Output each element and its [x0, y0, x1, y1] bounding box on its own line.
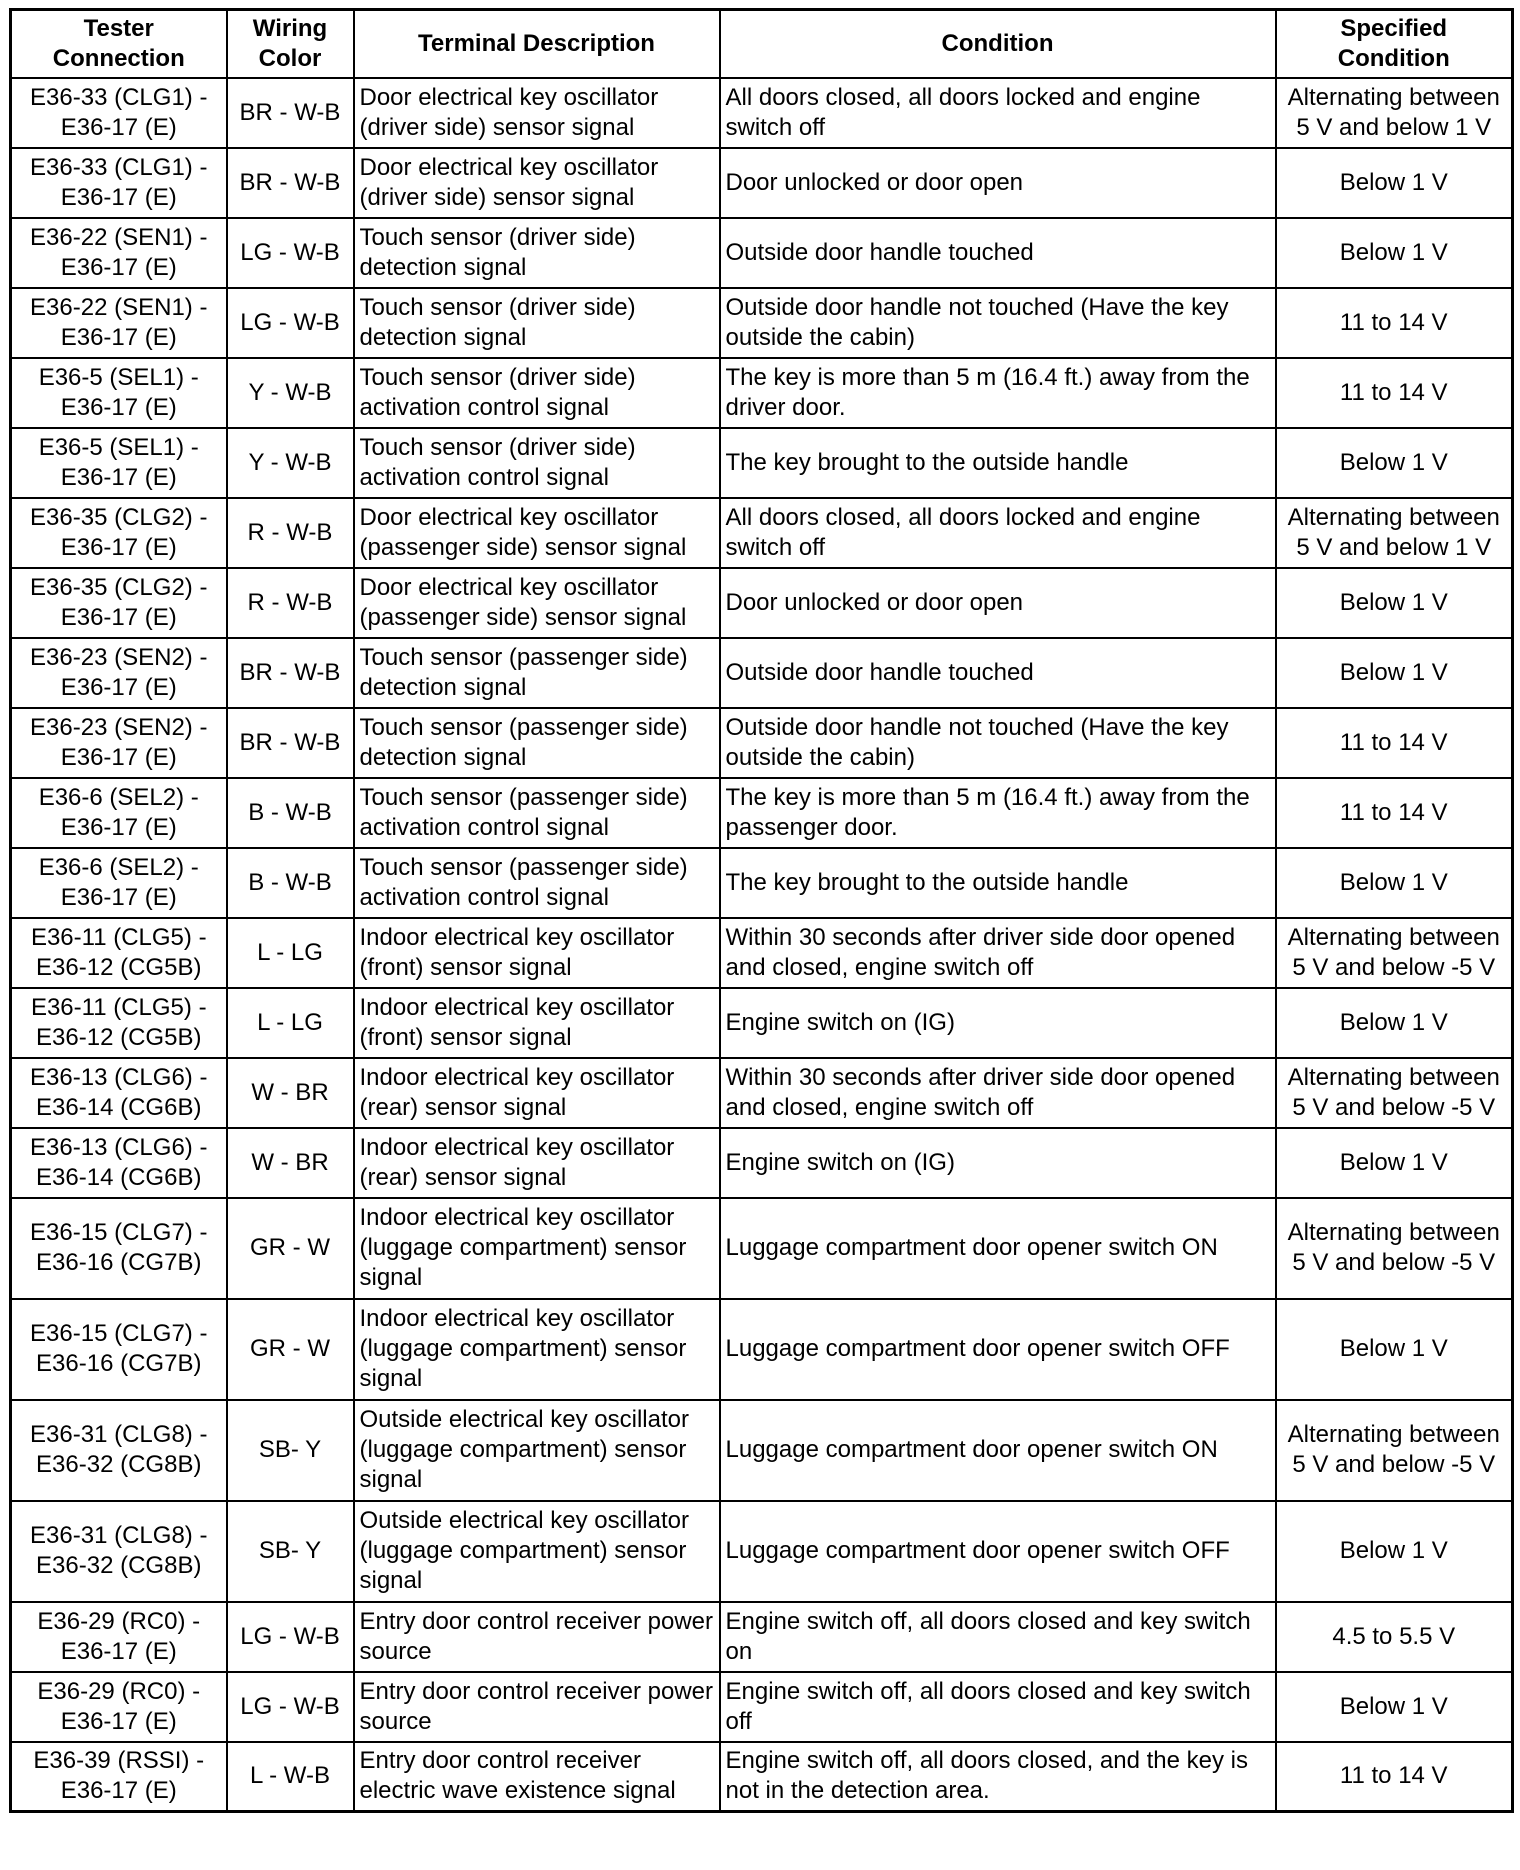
tester-connection-cell: E36-39 (RSSI) - E36-17 (E) — [11, 1742, 227, 1812]
terminal-description-cell: Door electrical key oscillator (driver side) sensor signal — [354, 148, 720, 218]
condition-cell: Outside door handle touched — [720, 638, 1276, 708]
specified-condition-cell: Below 1 V — [1276, 428, 1513, 498]
header-terminal-description: Terminal Description — [354, 10, 720, 78]
condition-cell: Within 30 seconds after driver side door opened and closed, engine switch off — [720, 1058, 1276, 1128]
terminal-description-cell: Entry door control receiver electric wave existence signal — [354, 1742, 720, 1812]
table-row — [11, 848, 1513, 918]
wiring-color-cell: BR - W-B — [227, 708, 354, 778]
condition-cell: Outside door handle not touched (Have the key outside the cabin) — [720, 708, 1276, 778]
wiring-color-cell: L - W-B — [227, 1742, 354, 1812]
specified-condition-cell: Below 1 V — [1276, 1299, 1513, 1400]
wiring-color-cell: W - BR — [227, 1128, 354, 1198]
condition-cell: Luggage compartment door opener switch OFF — [720, 1501, 1276, 1602]
condition-cell: Engine switch off, all doors closed and key switch on — [720, 1602, 1276, 1672]
tester-connection-cell: E36-31 (CLG8) - E36-32 (CG8B) — [11, 1501, 227, 1602]
table-row — [11, 78, 1513, 148]
condition-cell: Luggage compartment door opener switch OFF — [720, 1299, 1276, 1400]
specified-condition-cell: 11 to 14 V — [1276, 708, 1513, 778]
header-wiring-color: Wiring Color — [227, 10, 354, 78]
tester-connection-cell: E36-23 (SEN2) - E36-17 (E) — [11, 708, 227, 778]
wiring-color-cell: W - BR — [227, 1058, 354, 1128]
tester-connection-cell: E36-35 (CLG2) - E36-17 (E) — [11, 498, 227, 568]
wiring-color-cell: SB- Y — [227, 1400, 354, 1501]
specified-condition-cell: 11 to 14 V — [1276, 778, 1513, 848]
tester-connection-cell: E36-35 (CLG2) - E36-17 (E) — [11, 568, 227, 638]
terminal-description-cell: Touch sensor (driver side) activation control signal — [354, 428, 720, 498]
terminal-description-cell: Outside electrical key oscillator (luggage compartment) sensor signal — [354, 1400, 720, 1501]
wiring-color-cell: LG - W-B — [227, 218, 354, 288]
wiring-color-cell: BR - W-B — [227, 78, 354, 148]
terminal-description-cell: Indoor electrical key oscillator (rear) sensor signal — [354, 1128, 720, 1198]
condition-cell: The key brought to the outside handle — [720, 848, 1276, 918]
specified-condition-cell: Below 1 V — [1276, 988, 1513, 1058]
header-row — [11, 10, 1513, 78]
tester-connection-cell: E36-13 (CLG6) - E36-14 (CG6B) — [11, 1128, 227, 1198]
condition-cell: The key is more than 5 m (16.4 ft.) away from the passenger door. — [720, 778, 1276, 848]
condition-cell: Outside door handle not touched (Have the key outside the cabin) — [720, 288, 1276, 358]
tester-connection-cell: E36-13 (CLG6) - E36-14 (CG6B) — [11, 1058, 227, 1128]
specified-condition-cell: Below 1 V — [1276, 568, 1513, 638]
specified-condition-cell: 11 to 14 V — [1276, 358, 1513, 428]
terminal-description-cell: Touch sensor (driver side) detection signal — [354, 288, 720, 358]
wiring-color-cell: R - W-B — [227, 568, 354, 638]
specified-condition-cell: Alternating between 5 V and below 1 V — [1276, 498, 1513, 568]
condition-cell: The key brought to the outside handle — [720, 428, 1276, 498]
specified-condition-cell: Alternating between 5 V and below -5 V — [1276, 1400, 1513, 1501]
condition-cell: Outside door handle touched — [720, 218, 1276, 288]
tester-connection-cell: E36-5 (SEL1) - E36-17 (E) — [11, 358, 227, 428]
terminal-description-cell: Touch sensor (passenger side) activation control signal — [354, 778, 720, 848]
specified-condition-cell: 4.5 to 5.5 V — [1276, 1602, 1513, 1672]
terminal-description-cell: Indoor electrical key oscillator (front) sensor signal — [354, 918, 720, 988]
tester-connection-cell: E36-11 (CLG5) - E36-12 (CG5B) — [11, 918, 227, 988]
terminal-description-cell: Door electrical key oscillator (passenger side) sensor signal — [354, 568, 720, 638]
specified-condition-cell: Below 1 V — [1276, 1501, 1513, 1602]
terminal-description-cell: Entry door control receiver power source — [354, 1602, 720, 1672]
condition-cell: Luggage compartment door opener switch ON — [720, 1198, 1276, 1299]
tester-connection-cell: E36-6 (SEL2) - E36-17 (E) — [11, 778, 227, 848]
specified-condition-cell: Below 1 V — [1276, 848, 1513, 918]
specified-condition-cell: Below 1 V — [1276, 638, 1513, 708]
header-specified-condition: Specified Condition — [1276, 10, 1513, 78]
specified-condition-cell: Below 1 V — [1276, 1672, 1513, 1742]
condition-cell: Luggage compartment door opener switch ON — [720, 1400, 1276, 1501]
wiring-color-cell: BR - W-B — [227, 638, 354, 708]
table-row — [11, 1299, 1513, 1400]
tester-connection-cell: E36-29 (RC0) - E36-17 (E) — [11, 1602, 227, 1672]
table-row — [11, 1602, 1513, 1672]
wiring-color-cell: GR - W — [227, 1198, 354, 1299]
tester-connection-cell: E36-31 (CLG8) - E36-32 (CG8B) — [11, 1400, 227, 1501]
condition-cell: Door unlocked or door open — [720, 568, 1276, 638]
terminal-description-cell: Indoor electrical key oscillator (front) sensor signal — [354, 988, 720, 1058]
table-row — [11, 1672, 1513, 1742]
terminal-description-cell: Door electrical key oscillator (passenger side) sensor signal — [354, 498, 720, 568]
table-row — [11, 1501, 1513, 1602]
wiring-color-cell: L - LG — [227, 988, 354, 1058]
document-page — [9, 8, 1514, 1813]
specified-condition-cell: Alternating between 5 V and below -5 V — [1276, 1198, 1513, 1299]
tester-connection-cell: E36-5 (SEL1) - E36-17 (E) — [11, 428, 227, 498]
tester-connection-cell: E36-23 (SEN2) - E36-17 (E) — [11, 638, 227, 708]
terminal-spec-table — [9, 8, 1514, 1813]
terminal-description-cell: Indoor electrical key oscillator (luggage compartment) sensor signal — [354, 1198, 720, 1299]
table-row — [11, 1058, 1513, 1128]
table-row — [11, 148, 1513, 218]
specified-condition-cell: Alternating between 5 V and below -5 V — [1276, 918, 1513, 988]
condition-cell: Engine switch off, all doors closed, and the key is not in the detection area. — [720, 1742, 1276, 1812]
table-row — [11, 988, 1513, 1058]
wiring-color-cell: LG - W-B — [227, 1602, 354, 1672]
table-row — [11, 498, 1513, 568]
tester-connection-cell: E36-33 (CLG1) - E36-17 (E) — [11, 78, 227, 148]
table-row — [11, 1400, 1513, 1501]
table-row — [11, 428, 1513, 498]
header-condition: Condition — [720, 10, 1276, 78]
terminal-description-cell: Indoor electrical key oscillator (rear) sensor signal — [354, 1058, 720, 1128]
wiring-color-cell: L - LG — [227, 918, 354, 988]
table-row — [11, 568, 1513, 638]
wiring-color-cell: GR - W — [227, 1299, 354, 1400]
specified-condition-cell: Below 1 V — [1276, 218, 1513, 288]
terminal-description-cell: Outside electrical key oscillator (luggage compartment) sensor signal — [354, 1501, 720, 1602]
terminal-description-cell: Door electrical key oscillator (driver side) sensor signal — [354, 78, 720, 148]
terminal-description-cell: Touch sensor (passenger side) activation control signal — [354, 848, 720, 918]
specified-condition-cell: Below 1 V — [1276, 1128, 1513, 1198]
header-tester-connection: Tester Connection — [11, 10, 227, 78]
tester-connection-cell: E36-11 (CLG5) - E36-12 (CG5B) — [11, 988, 227, 1058]
specified-condition-cell: Alternating between 5 V and below -5 V — [1276, 1058, 1513, 1128]
specified-condition-cell: 11 to 14 V — [1276, 288, 1513, 358]
table-row — [11, 1742, 1513, 1812]
tester-connection-cell: E36-22 (SEN1) - E36-17 (E) — [11, 288, 227, 358]
wiring-color-cell: SB- Y — [227, 1501, 354, 1602]
terminal-description-cell: Touch sensor (passenger side) detection signal — [354, 708, 720, 778]
wiring-color-cell: R - W-B — [227, 498, 354, 568]
table-row — [11, 918, 1513, 988]
wiring-color-cell: LG - W-B — [227, 1672, 354, 1742]
tester-connection-cell: E36-15 (CLG7) - E36-16 (CG7B) — [11, 1299, 227, 1400]
condition-cell: All doors closed, all doors locked and engine switch off — [720, 498, 1276, 568]
tester-connection-cell: E36-33 (CLG1) - E36-17 (E) — [11, 148, 227, 218]
terminal-description-cell: Touch sensor (driver side) detection signal — [354, 218, 720, 288]
condition-cell: Door unlocked or door open — [720, 148, 1276, 218]
condition-cell: Within 30 seconds after driver side door opened and closed, engine switch off — [720, 918, 1276, 988]
condition-cell: Engine switch on (IG) — [720, 1128, 1276, 1198]
specified-condition-cell: Below 1 V — [1276, 148, 1513, 218]
table-row — [11, 288, 1513, 358]
condition-cell: Engine switch off, all doors closed and key switch off — [720, 1672, 1276, 1742]
table-row — [11, 358, 1513, 428]
terminal-description-cell: Entry door control receiver power source — [354, 1672, 720, 1742]
table-row — [11, 1198, 1513, 1299]
table-row — [11, 708, 1513, 778]
table-row — [11, 638, 1513, 708]
tester-connection-cell: E36-29 (RC0) - E36-17 (E) — [11, 1672, 227, 1742]
wiring-color-cell: BR - W-B — [227, 148, 354, 218]
terminal-description-cell: Indoor electrical key oscillator (luggage compartment) sensor signal — [354, 1299, 720, 1400]
condition-cell: Engine switch on (IG) — [720, 988, 1276, 1058]
wiring-color-cell: B - W-B — [227, 778, 354, 848]
wiring-color-cell: Y - W-B — [227, 428, 354, 498]
condition-cell: The key is more than 5 m (16.4 ft.) away from the driver door. — [720, 358, 1276, 428]
condition-cell: All doors closed, all doors locked and engine switch off — [720, 78, 1276, 148]
terminal-description-cell: Touch sensor (passenger side) detection signal — [354, 638, 720, 708]
specified-condition-cell: Alternating between 5 V and below 1 V — [1276, 78, 1513, 148]
tester-connection-cell: E36-15 (CLG7) - E36-16 (CG7B) — [11, 1198, 227, 1299]
table-row — [11, 1128, 1513, 1198]
wiring-color-cell: B - W-B — [227, 848, 354, 918]
table-row — [11, 218, 1513, 288]
tester-connection-cell: E36-6 (SEL2) - E36-17 (E) — [11, 848, 227, 918]
terminal-description-cell: Touch sensor (driver side) activation control signal — [354, 358, 720, 428]
specified-condition-cell: 11 to 14 V — [1276, 1742, 1513, 1812]
tester-connection-cell: E36-22 (SEN1) - E36-17 (E) — [11, 218, 227, 288]
wiring-color-cell: LG - W-B — [227, 288, 354, 358]
table-row — [11, 778, 1513, 848]
wiring-color-cell: Y - W-B — [227, 358, 354, 428]
